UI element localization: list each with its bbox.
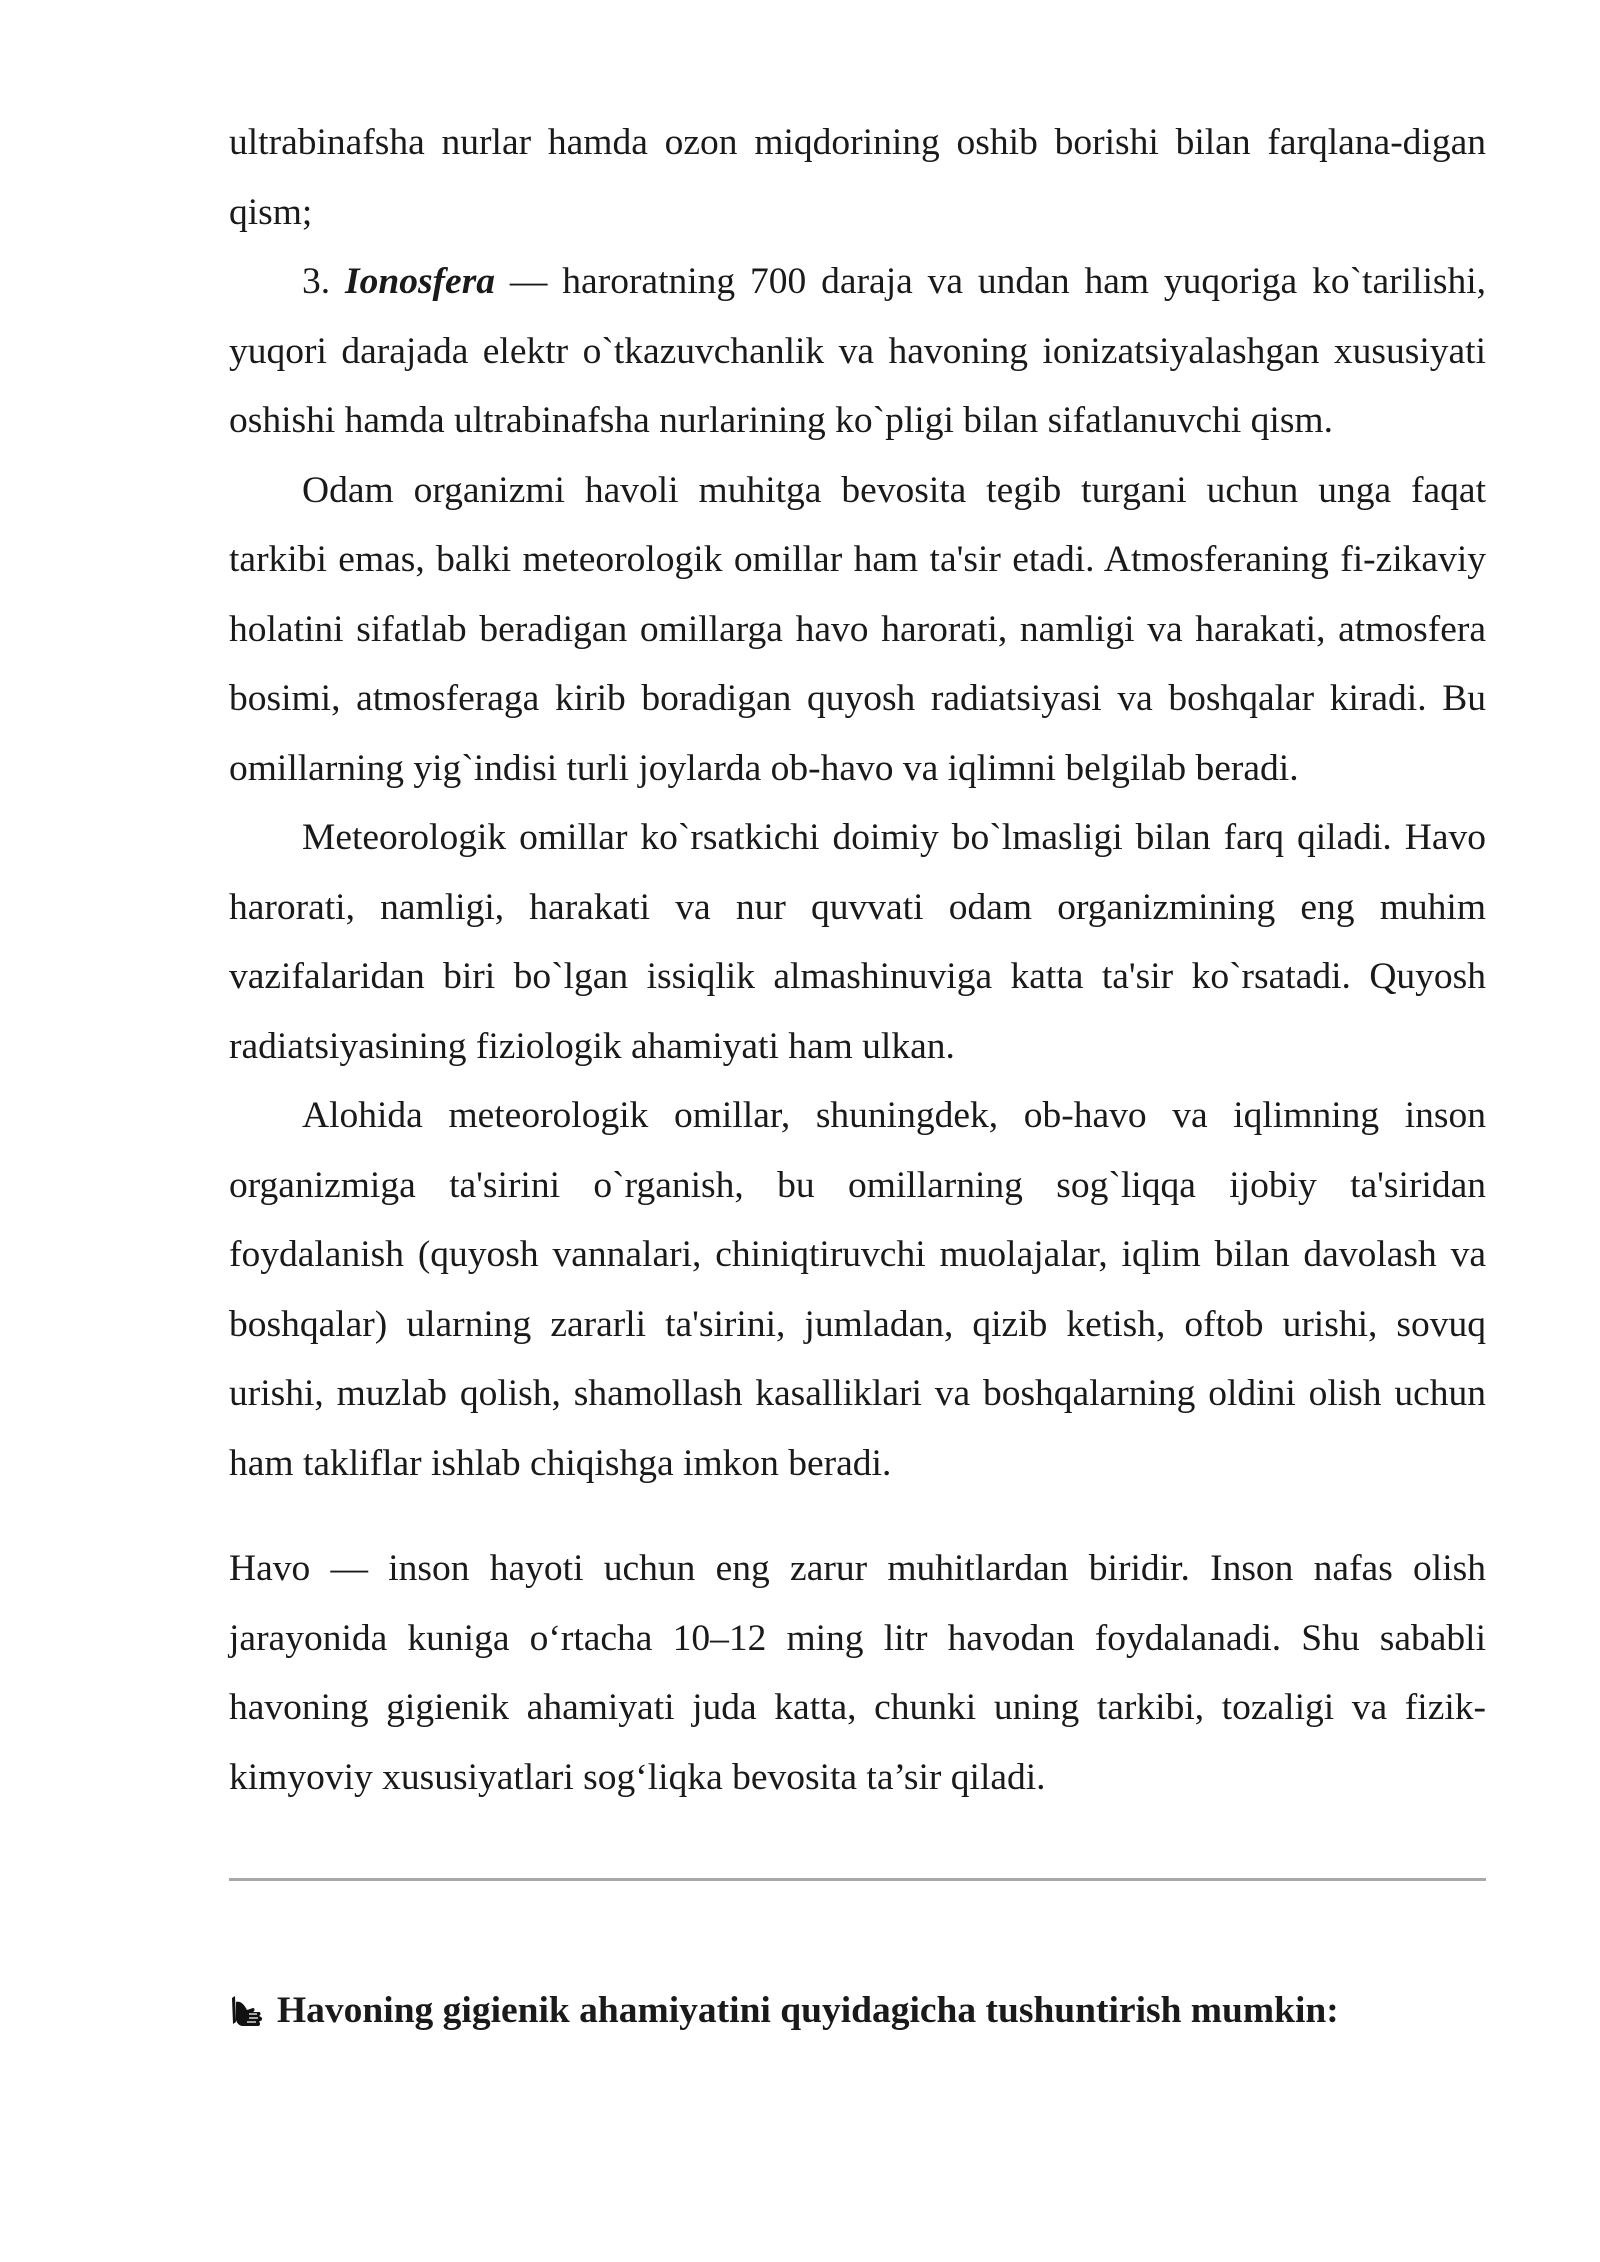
paragraph-weather-climate-influence: Alohida meteorologik omillar, shuningdek, ob-havo va iqlimning inson organizmiga ta'sirini o`rganish, bu omillarning sog`liqqa ijobiy ta'siridan foydalanish (quyosh vannalari, chiniqtiruvchi muolajalar, iqlim bilan davolash va boshqalar) ularning zararli ta'sirini, jumladan, qizib ketish, oftob urishi, sovuq urishi, muzlab qolish, shamollash kasalliklari va boshqalarning oldini olish uchun ham takliflar ishlab chiqishga imkon beradi. <box>229 1095 1486 1484</box>
paragraph-air-importance: Havo — inson hayoti uchun eng zarur muhitlardan biridir. Inson nafas olish jarayonida kuniga o‘rtacha 10–12 ming litr havodan foydalanadi. Shu sababli havoning gigienik ahamiyati juda katta, chunki uning tarkibi, tozaligi va fizik-kimyoviy xususiyatlari sog‘liqka bevosita ta’sir qiladi. <box>229 1548 1486 1798</box>
pointing-hand-icon <box>229 1992 271 2030</box>
horizontal-divider <box>229 1878 1486 1881</box>
section-heading <box>229 1986 1486 2036</box>
ionosfera-definition: — haroratning 700 daraja va undan ham yuqoriga ko`tarilishi, yuqori darajada elektr o`tkazuvchanlik va havoning ionizatsiyalashgan xususiyati oshishi hamda ultrabinafsha nurlarining ko`pligi bilan sifatlanuvchi qism. <box>229 261 1487 441</box>
list-number: 3. <box>302 261 331 302</box>
term-ionosfera: Ionosfera <box>345 261 496 302</box>
section-heading-text: Havoning gigienik ahamiyatini quyidagicha tushuntirish mumkin: <box>277 1990 1339 2031</box>
paragraph-meteorological-indicators: Meteorologik omillar ko`rsatkichi doimiy bo`lmasligi bilan farq qiladi. Havo harorati, namligi, harakati va nur quvvati odam organizmining eng muhim vazifalaridan biri bo`lgan issiqlik almashinuviga katta ta'sir ko`rsatadi. Quyosh radiatsiyasining fiziologik ahamiyati ham ulkan. <box>229 817 1486 1067</box>
paragraph-continuation: ultrabinafsha nurlar hamda ozon miqdorining oshib borishi bilan farqlana-digan qism; <box>229 122 1486 233</box>
document-page <box>229 108 1486 2036</box>
paragraph-meteorological-factors: Odam organizmi havoli muhitga bevosita tegib turgani uchun unga faqat tarkibi emas, balki meteorologik omillar ham ta'sir etadi. Atmosferaning fi-zikaviy holatini sifatlab beradigan omillarga havo harorati, namligi va harakati, atmosfera bosimi, atmosferaga kirib boradigan quyosh radiatsiyasi va boshqalar kiradi. Bu omillarning yig`indisi turli joylarda ob-havo va iqlimni belgilab beradi. <box>229 469 1486 789</box>
paragraph-ionosfera <box>229 247 1486 456</box>
